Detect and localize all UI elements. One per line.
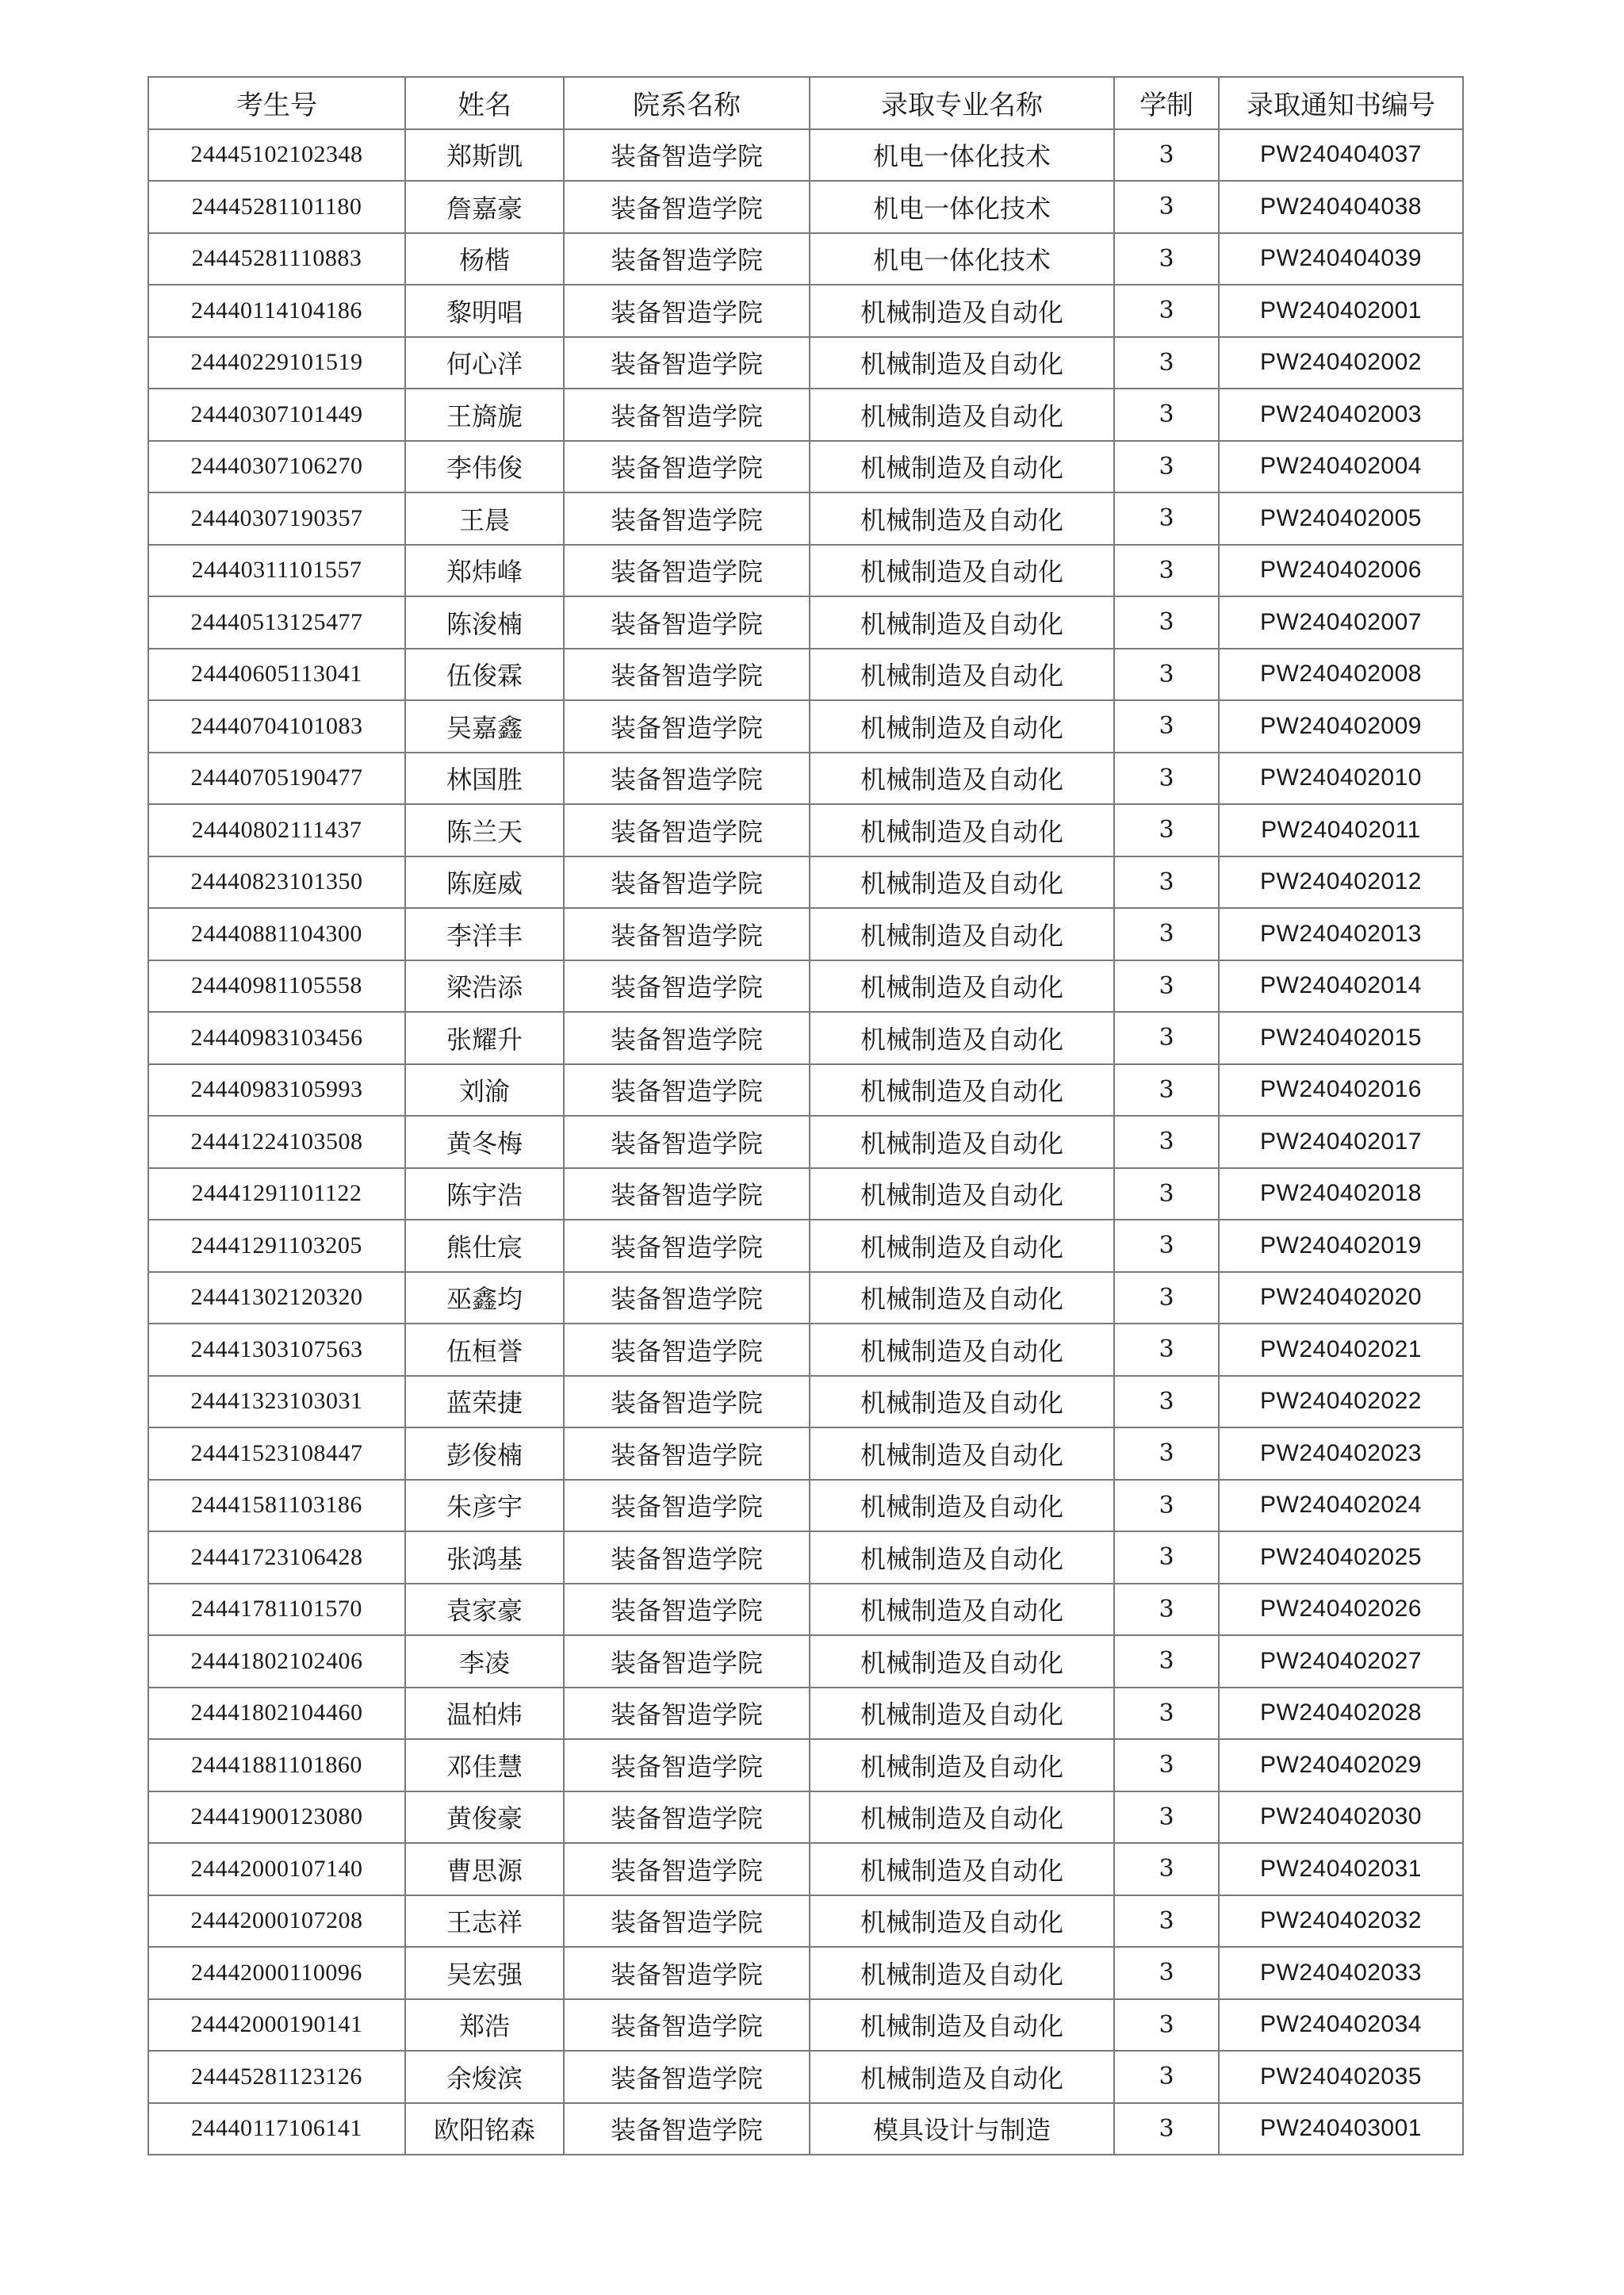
- header-row: [148, 77, 1463, 129]
- cell-name: 邓佳慧: [405, 1739, 564, 1791]
- table-row: [148, 2051, 1463, 2103]
- cell-name: 黄俊豪: [405, 1791, 564, 1844]
- cell-department: 装备智造学院: [564, 1895, 810, 1948]
- cell-exam-number: 24441523108447: [148, 1427, 405, 1480]
- table-row: [148, 1999, 1463, 2052]
- cell-major: 机械制造及自动化: [810, 1012, 1114, 1064]
- cell-major: 机械制造及自动化: [810, 1272, 1114, 1324]
- cell-duration: 3: [1114, 492, 1219, 545]
- header-department: 院系名称: [564, 77, 810, 129]
- cell-duration: 3: [1114, 1584, 1219, 1636]
- cell-notice-number: PW240402028: [1219, 1688, 1463, 1740]
- cell-name: 刘渝: [405, 1064, 564, 1117]
- cell-department: 装备智造学院: [564, 2103, 810, 2155]
- cell-department: 装备智造学院: [564, 181, 810, 233]
- table-row: [148, 1480, 1463, 1532]
- cell-exam-number: 24442000107140: [148, 1843, 405, 1895]
- cell-major: 机械制造及自动化: [810, 285, 1114, 337]
- cell-department: 装备智造学院: [564, 1739, 810, 1791]
- cell-duration: 3: [1114, 1895, 1219, 1948]
- cell-name: 欧阳铭森: [405, 2103, 564, 2155]
- cell-duration: 3: [1114, 1791, 1219, 1844]
- cell-exam-number: 24441881101860: [148, 1739, 405, 1791]
- cell-major: 机械制造及自动化: [810, 2051, 1114, 2103]
- cell-notice-number: PW240402034: [1219, 1999, 1463, 2052]
- cell-exam-number: 24441900123080: [148, 1791, 405, 1844]
- table-row: [148, 1116, 1463, 1168]
- cell-name: 蓝荣捷: [405, 1376, 564, 1428]
- cell-exam-number: 24445281123126: [148, 2051, 405, 2103]
- cell-notice-number: PW240402003: [1219, 389, 1463, 441]
- cell-name: 袁家豪: [405, 1584, 564, 1636]
- cell-department: 装备智造学院: [564, 649, 810, 701]
- cell-department: 装备智造学院: [564, 1116, 810, 1168]
- cell-major: 机械制造及自动化: [810, 492, 1114, 545]
- cell-department: 装备智造学院: [564, 389, 810, 441]
- header-notice-number: 录取通知书编号: [1219, 77, 1463, 129]
- cell-major: 机械制造及自动化: [810, 1739, 1114, 1791]
- cell-department: 装备智造学院: [564, 492, 810, 545]
- table-body: [148, 129, 1463, 2155]
- cell-exam-number: 24442000190141: [148, 1999, 405, 2052]
- cell-department: 装备智造学院: [564, 1324, 810, 1376]
- cell-exam-number: 24441723106428: [148, 1531, 405, 1584]
- table-header: [148, 77, 1463, 129]
- cell-duration: 3: [1114, 389, 1219, 441]
- cell-notice-number: PW240402004: [1219, 441, 1463, 493]
- cell-major: 机械制造及自动化: [810, 1843, 1114, 1895]
- cell-notice-number: PW240404038: [1219, 181, 1463, 233]
- cell-exam-number: 24440605113041: [148, 649, 405, 701]
- cell-duration: 3: [1114, 1272, 1219, 1324]
- cell-exam-number: 24440229101519: [148, 337, 405, 389]
- cell-duration: 3: [1114, 1012, 1219, 1064]
- table-row: [148, 804, 1463, 856]
- table-row: [148, 753, 1463, 805]
- cell-name: 陈兰天: [405, 804, 564, 856]
- cell-department: 装备智造学院: [564, 1688, 810, 1740]
- cell-exam-number: 24441291101122: [148, 1168, 405, 1220]
- cell-notice-number: PW240402018: [1219, 1168, 1463, 1220]
- cell-name: 林国胜: [405, 753, 564, 805]
- cell-exam-number: 24440705190477: [148, 753, 405, 805]
- admission-list-table: [147, 76, 1464, 2155]
- cell-exam-number: 24441802102406: [148, 1635, 405, 1688]
- cell-major: 模具设计与制造: [810, 2103, 1114, 2155]
- cell-name: 熊仕宸: [405, 1220, 564, 1272]
- cell-major: 机械制造及自动化: [810, 1064, 1114, 1117]
- cell-duration: 3: [1114, 960, 1219, 1013]
- cell-exam-number: 24441303107563: [148, 1324, 405, 1376]
- cell-name: 陈浚楠: [405, 596, 564, 649]
- table-row: [148, 1324, 1463, 1376]
- cell-duration: 3: [1114, 545, 1219, 597]
- cell-department: 装备智造学院: [564, 1376, 810, 1428]
- cell-department: 装备智造学院: [564, 1064, 810, 1117]
- cell-exam-number: 24441802104460: [148, 1688, 405, 1740]
- cell-exam-number: 24440114104186: [148, 285, 405, 337]
- header-exam-number: 考生号: [148, 77, 405, 129]
- cell-notice-number: PW240402015: [1219, 1012, 1463, 1064]
- cell-exam-number: 24440704101083: [148, 700, 405, 753]
- cell-notice-number: PW240402006: [1219, 545, 1463, 597]
- table-row: [148, 596, 1463, 649]
- cell-major: 机械制造及自动化: [810, 337, 1114, 389]
- cell-major: 机械制造及自动化: [810, 1324, 1114, 1376]
- cell-notice-number: PW240402035: [1219, 2051, 1463, 2103]
- cell-duration: 3: [1114, 2051, 1219, 2103]
- cell-notice-number: PW240402033: [1219, 1947, 1463, 1999]
- cell-duration: 3: [1114, 804, 1219, 856]
- cell-major: 机械制造及自动化: [810, 1168, 1114, 1220]
- table-row: [148, 1220, 1463, 1272]
- cell-department: 装备智造学院: [564, 908, 810, 960]
- cell-notice-number: PW240402019: [1219, 1220, 1463, 1272]
- cell-department: 装备智造学院: [564, 1584, 810, 1636]
- cell-duration: 3: [1114, 1999, 1219, 2052]
- cell-name: 梁浩添: [405, 960, 564, 1013]
- cell-department: 装备智造学院: [564, 804, 810, 856]
- cell-notice-number: PW240402026: [1219, 1584, 1463, 1636]
- cell-exam-number: 24442000110096: [148, 1947, 405, 1999]
- cell-major: 机械制造及自动化: [810, 1427, 1114, 1480]
- cell-department: 装备智造学院: [564, 1947, 810, 1999]
- cell-name: 吴嘉鑫: [405, 700, 564, 753]
- table-row: [148, 285, 1463, 337]
- cell-duration: 3: [1114, 1480, 1219, 1532]
- cell-name: 巫鑫均: [405, 1272, 564, 1324]
- cell-exam-number: 24440307101449: [148, 389, 405, 441]
- table-row: [148, 856, 1463, 909]
- cell-department: 装备智造学院: [564, 129, 810, 182]
- cell-duration: 3: [1114, 649, 1219, 701]
- cell-department: 装备智造学院: [564, 1012, 810, 1064]
- cell-major: 机械制造及自动化: [810, 753, 1114, 805]
- cell-major: 机械制造及自动化: [810, 1531, 1114, 1584]
- cell-department: 装备智造学院: [564, 545, 810, 597]
- cell-exam-number: 24440802111437: [148, 804, 405, 856]
- cell-exam-number: 24445281110883: [148, 233, 405, 285]
- cell-notice-number: PW240404037: [1219, 129, 1463, 182]
- table-row: [148, 233, 1463, 285]
- cell-name: 郑斯凯: [405, 129, 564, 182]
- cell-department: 装备智造学院: [564, 960, 810, 1013]
- table-row: [148, 1376, 1463, 1428]
- cell-duration: 3: [1114, 908, 1219, 960]
- cell-notice-number: PW240402010: [1219, 753, 1463, 805]
- cell-notice-number: PW240402008: [1219, 649, 1463, 701]
- cell-name: 曹思源: [405, 1843, 564, 1895]
- cell-major: 机械制造及自动化: [810, 1584, 1114, 1636]
- cell-exam-number: 24445281101180: [148, 181, 405, 233]
- table-row: [148, 389, 1463, 441]
- table-row: [148, 700, 1463, 753]
- cell-name: 王旖旎: [405, 389, 564, 441]
- cell-duration: 3: [1114, 441, 1219, 493]
- cell-department: 装备智造学院: [564, 596, 810, 649]
- table-row: [148, 1947, 1463, 1999]
- cell-duration: 3: [1114, 1168, 1219, 1220]
- cell-major: 机械制造及自动化: [810, 908, 1114, 960]
- cell-duration: 3: [1114, 129, 1219, 182]
- header-name: 姓名: [405, 77, 564, 129]
- cell-name: 吴宏强: [405, 1947, 564, 1999]
- cell-duration: 3: [1114, 1947, 1219, 1999]
- table-row: [148, 1739, 1463, 1791]
- table-row: [148, 545, 1463, 597]
- cell-duration: 3: [1114, 1531, 1219, 1584]
- cell-department: 装备智造学院: [564, 1168, 810, 1220]
- cell-duration: 3: [1114, 856, 1219, 909]
- cell-major: 机械制造及自动化: [810, 856, 1114, 909]
- cell-notice-number: PW240402011: [1219, 804, 1463, 856]
- cell-major: 机械制造及自动化: [810, 1480, 1114, 1532]
- cell-name: 李洋丰: [405, 908, 564, 960]
- cell-department: 装备智造学院: [564, 441, 810, 493]
- table-row: [148, 1584, 1463, 1636]
- cell-duration: 3: [1114, 1064, 1219, 1117]
- cell-exam-number: 24441224103508: [148, 1116, 405, 1168]
- cell-notice-number: PW240402023: [1219, 1427, 1463, 1480]
- cell-name: 张鸿基: [405, 1531, 564, 1584]
- cell-notice-number: PW240402016: [1219, 1064, 1463, 1117]
- cell-notice-number: PW240402017: [1219, 1116, 1463, 1168]
- cell-notice-number: PW240403001: [1219, 2103, 1463, 2155]
- cell-name: 陈宇浩: [405, 1168, 564, 1220]
- cell-name: 杨楷: [405, 233, 564, 285]
- cell-major: 机械制造及自动化: [810, 441, 1114, 493]
- cell-duration: 3: [1114, 1116, 1219, 1168]
- cell-duration: 3: [1114, 337, 1219, 389]
- cell-exam-number: 24441581103186: [148, 1480, 405, 1532]
- cell-department: 装备智造学院: [564, 233, 810, 285]
- cell-department: 装备智造学院: [564, 700, 810, 753]
- cell-name: 郑炜峰: [405, 545, 564, 597]
- cell-major: 机械制造及自动化: [810, 1999, 1114, 2052]
- table-row: [148, 1895, 1463, 1948]
- cell-notice-number: PW240402031: [1219, 1843, 1463, 1895]
- cell-department: 装备智造学院: [564, 285, 810, 337]
- table-row: [148, 649, 1463, 701]
- cell-department: 装备智造学院: [564, 2051, 810, 2103]
- table-row: [148, 960, 1463, 1013]
- cell-exam-number: 24440513125477: [148, 596, 405, 649]
- cell-department: 装备智造学院: [564, 1427, 810, 1480]
- cell-department: 装备智造学院: [564, 1272, 810, 1324]
- cell-department: 装备智造学院: [564, 1220, 810, 1272]
- cell-name: 朱彦宇: [405, 1480, 564, 1532]
- cell-major: 机械制造及自动化: [810, 1947, 1114, 1999]
- cell-major: 机械制造及自动化: [810, 1635, 1114, 1688]
- table-row: [148, 908, 1463, 960]
- table-row: [148, 1272, 1463, 1324]
- table-row: [148, 1427, 1463, 1480]
- cell-department: 装备智造学院: [564, 1999, 810, 2052]
- cell-notice-number: PW240402001: [1219, 285, 1463, 337]
- cell-exam-number: 24440307190357: [148, 492, 405, 545]
- cell-notice-number: PW240404039: [1219, 233, 1463, 285]
- cell-notice-number: PW240402020: [1219, 1272, 1463, 1324]
- cell-exam-number: 24442000107208: [148, 1895, 405, 1948]
- table-row: [148, 1168, 1463, 1220]
- table-row: [148, 492, 1463, 545]
- table-row: [148, 1531, 1463, 1584]
- cell-major: 机械制造及自动化: [810, 1791, 1114, 1844]
- cell-name: 黄冬梅: [405, 1116, 564, 1168]
- table-row: [148, 1635, 1463, 1688]
- cell-duration: 3: [1114, 1843, 1219, 1895]
- cell-exam-number: 24440981105558: [148, 960, 405, 1013]
- table-row: [148, 337, 1463, 389]
- cell-major: 机械制造及自动化: [810, 1376, 1114, 1428]
- cell-notice-number: PW240402027: [1219, 1635, 1463, 1688]
- cell-notice-number: PW240402030: [1219, 1791, 1463, 1844]
- cell-name: 余焌滨: [405, 2051, 564, 2103]
- cell-major: 机械制造及自动化: [810, 389, 1114, 441]
- cell-duration: 3: [1114, 1427, 1219, 1480]
- cell-duration: 3: [1114, 700, 1219, 753]
- cell-duration: 3: [1114, 753, 1219, 805]
- cell-major: 机械制造及自动化: [810, 545, 1114, 597]
- table-row: [148, 2103, 1463, 2155]
- cell-name: 彭俊楠: [405, 1427, 564, 1480]
- cell-notice-number: PW240402002: [1219, 337, 1463, 389]
- cell-major: 机电一体化技术: [810, 233, 1114, 285]
- cell-name: 王志祥: [405, 1895, 564, 1948]
- cell-notice-number: PW240402021: [1219, 1324, 1463, 1376]
- cell-duration: 3: [1114, 1220, 1219, 1272]
- cell-name: 詹嘉豪: [405, 181, 564, 233]
- cell-name: 张耀升: [405, 1012, 564, 1064]
- cell-major: 机械制造及自动化: [810, 1895, 1114, 1948]
- cell-notice-number: PW240402024: [1219, 1480, 1463, 1532]
- cell-department: 装备智造学院: [564, 1480, 810, 1532]
- cell-notice-number: PW240402029: [1219, 1739, 1463, 1791]
- table-row: [148, 129, 1463, 182]
- cell-department: 装备智造学院: [564, 1531, 810, 1584]
- cell-major: 机械制造及自动化: [810, 700, 1114, 753]
- cell-duration: 3: [1114, 1376, 1219, 1428]
- cell-exam-number: 24440983105993: [148, 1064, 405, 1117]
- cell-name: 伍桓誉: [405, 1324, 564, 1376]
- cell-name: 李伟俊: [405, 441, 564, 493]
- table-row: [148, 441, 1463, 493]
- cell-duration: 3: [1114, 2103, 1219, 2155]
- cell-department: 装备智造学院: [564, 337, 810, 389]
- table-row: [148, 181, 1463, 233]
- cell-duration: 3: [1114, 233, 1219, 285]
- cell-major: 机电一体化技术: [810, 181, 1114, 233]
- cell-major: 机械制造及自动化: [810, 1220, 1114, 1272]
- cell-notice-number: PW240402014: [1219, 960, 1463, 1013]
- cell-department: 装备智造学院: [564, 753, 810, 805]
- cell-department: 装备智造学院: [564, 856, 810, 909]
- cell-notice-number: PW240402009: [1219, 700, 1463, 753]
- cell-duration: 3: [1114, 181, 1219, 233]
- cell-exam-number: 24440881104300: [148, 908, 405, 960]
- cell-notice-number: PW240402013: [1219, 908, 1463, 960]
- cell-major: 机械制造及自动化: [810, 1116, 1114, 1168]
- cell-major: 机械制造及自动化: [810, 649, 1114, 701]
- cell-name: 何心洋: [405, 337, 564, 389]
- header-major: 录取专业名称: [810, 77, 1114, 129]
- table-row: [148, 1012, 1463, 1064]
- cell-notice-number: PW240402022: [1219, 1376, 1463, 1428]
- table-row: [148, 1688, 1463, 1740]
- cell-department: 装备智造学院: [564, 1843, 810, 1895]
- cell-exam-number: 24440311101557: [148, 545, 405, 597]
- cell-name: 黎明唱: [405, 285, 564, 337]
- cell-notice-number: PW240402007: [1219, 596, 1463, 649]
- table-row: [148, 1843, 1463, 1895]
- cell-major: 机电一体化技术: [810, 129, 1114, 182]
- table-row: [148, 1791, 1463, 1844]
- cell-name: 王晨: [405, 492, 564, 545]
- cell-duration: 3: [1114, 1739, 1219, 1791]
- cell-major: 机械制造及自动化: [810, 596, 1114, 649]
- cell-exam-number: 24441291103205: [148, 1220, 405, 1272]
- cell-duration: 3: [1114, 1324, 1219, 1376]
- cell-exam-number: 24440983103456: [148, 1012, 405, 1064]
- cell-name: 郑浩: [405, 1999, 564, 2052]
- cell-major: 机械制造及自动化: [810, 960, 1114, 1013]
- cell-notice-number: PW240402025: [1219, 1531, 1463, 1584]
- cell-exam-number: 24441302120320: [148, 1272, 405, 1324]
- cell-notice-number: PW240402012: [1219, 856, 1463, 909]
- cell-exam-number: 24441323103031: [148, 1376, 405, 1428]
- cell-name: 温柏炜: [405, 1688, 564, 1740]
- cell-duration: 3: [1114, 1635, 1219, 1688]
- cell-name: 伍俊霖: [405, 649, 564, 701]
- cell-exam-number: 24441781101570: [148, 1584, 405, 1636]
- table-row: [148, 1064, 1463, 1117]
- cell-duration: 3: [1114, 285, 1219, 337]
- cell-duration: 3: [1114, 1688, 1219, 1740]
- cell-exam-number: 24440823101350: [148, 856, 405, 909]
- cell-name: 李凌: [405, 1635, 564, 1688]
- cell-exam-number: 24440307106270: [148, 441, 405, 493]
- cell-notice-number: PW240402032: [1219, 1895, 1463, 1948]
- cell-department: 装备智造学院: [564, 1635, 810, 1688]
- cell-name: 陈庭威: [405, 856, 564, 909]
- cell-major: 机械制造及自动化: [810, 804, 1114, 856]
- header-duration: 学制: [1114, 77, 1219, 129]
- cell-department: 装备智造学院: [564, 1791, 810, 1844]
- cell-exam-number: 24445102102348: [148, 129, 405, 182]
- cell-duration: 3: [1114, 596, 1219, 649]
- cell-exam-number: 24440117106141: [148, 2103, 405, 2155]
- cell-major: 机械制造及自动化: [810, 1688, 1114, 1740]
- cell-notice-number: PW240402005: [1219, 492, 1463, 545]
